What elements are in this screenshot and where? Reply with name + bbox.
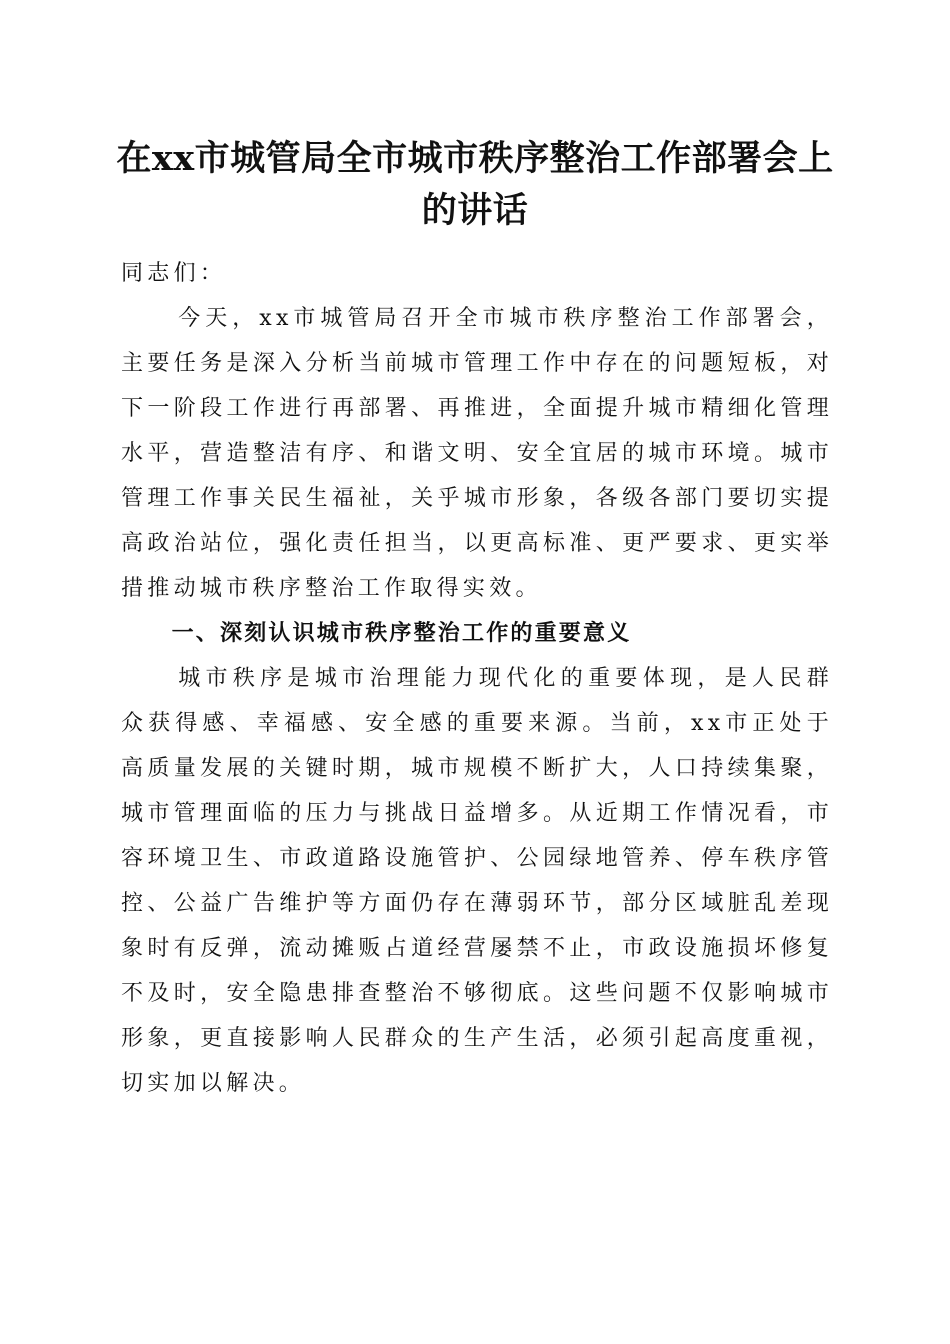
section-paragraph: 城市秩序是城市治理能力现代化的重要体现，是人民群众获得感、幸福感、安全感的重要来源。当前，xx市正处于高质量发展的关键时期，城市规模不断扩大，人口持续集聚，城市管理面临的压力与挑战日益增多。从近期工作情况看，市容环境卫生、市政道路设施管护、公园绿地管养、停车秩序管控、公益广告维护等方面仍存在薄弱环节，部分区域脏乱差现象时有反弹，流动摊贩占道经营屡禁不止，市政设施损坏修复不及时，安全隐患排查整治不够彻底。这些问题不仅影响城市形象，更直接影响人民群众的生产生活，必须引起高度重视，切实加以解决。 xyxy=(121,666,833,1096)
document-body xyxy=(121,251,833,1106)
salutation: 同志们： xyxy=(121,261,227,286)
document-title: 在xx市城管局全市城市秩序整治工作部署会上的讲话 xyxy=(116,138,834,231)
intro-paragraph: 今天，xx市城管局召开全市城市秩序整治工作部署会，主要任务是深入分析当前城市管理工作中存在的问题短板，对下一阶段工作进行再部署、再推进，全面提升城市精细化管理水平，营造整洁有序、和谐文明、安全宜居的城市环境。城市管理工作事关民生福祉，关乎城市形象，各级各部门要切实提高政治站位，强化责任担当，以更高标准、更严要求、更实举措推动城市秩序整治工作取得实效。 xyxy=(121,306,833,601)
section-heading: 一、深刻认识城市秩序整治工作的重要意义 xyxy=(171,621,632,646)
